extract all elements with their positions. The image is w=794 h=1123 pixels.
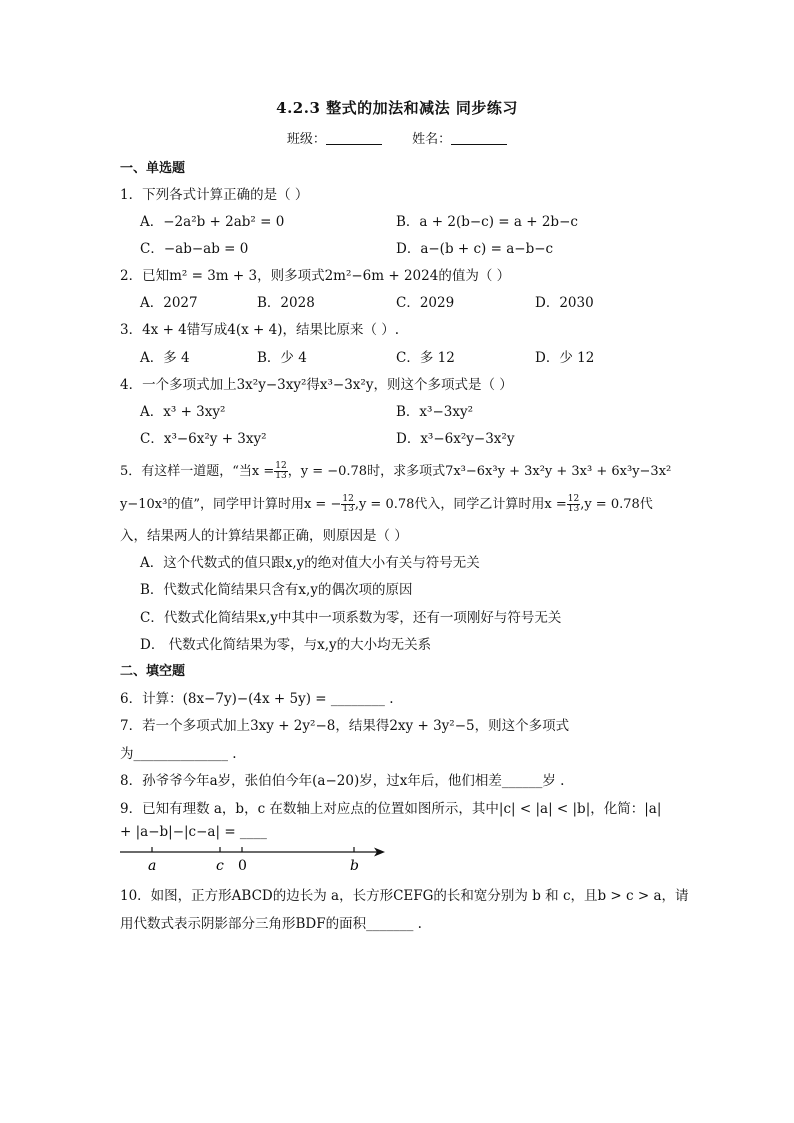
fraction-numerator-b: 12 <box>342 494 354 504</box>
question-6: 6．计算：(8x−7y)−(4x + 5y) = ________ . <box>120 691 394 707</box>
q5-text-a: 5．有这样一道题，“当x = <box>120 464 275 479</box>
question-2-option-b[interactable]: B．2028 <box>257 295 315 311</box>
question-4-option-a[interactable]: A．x³ + 3xy² <box>140 404 226 420</box>
fraction-numerator-c: 12 <box>567 494 580 504</box>
question-5-line-2 <box>120 493 653 514</box>
question-4-option-b[interactable]: B．x³−3xy² <box>396 404 473 420</box>
question-3-option-a[interactable]: A．多 4 <box>140 350 190 366</box>
name-label: 姓名： <box>412 132 452 147</box>
question-8: 8．孙爷爷今年a岁，张伯伯今年(a−20)岁，过x年后，他们相差______岁 . <box>120 773 565 789</box>
question-1-option-d[interactable]: D．a−(b + c) = a−b−c <box>396 241 554 257</box>
q5-text-b: ，y = −0.78时，求多项式7x³−6x³y + 3x²y + 3x³ + 6x³y−3x² <box>287 464 672 479</box>
question-1-option-c[interactable]: C．−ab−ab = 0 <box>140 241 249 257</box>
question-1-option-b[interactable]: B．a + 2(b−c) = a + 2b−c <box>396 214 578 230</box>
fraction-12-13 <box>274 462 287 481</box>
fraction-12-13-c <box>567 495 580 514</box>
question-9-line-2: + |a−b|−|c−a| = ____ <box>120 824 267 840</box>
question-9-line-1: 9．已知有理数 a，b，c 在数轴上对应点的位置如图所示，其中|c| < |a| < |b|，化简：|a| <box>120 801 662 817</box>
question-10-line-1: 10．如图，正方形ABCD的边长为 a，长方形CEFG的长和宽分别为 b 和 c，且b > c > a，请 <box>120 888 689 904</box>
question-4-option-c[interactable]: C．x³−6x²y + 3xy² <box>140 431 267 447</box>
fraction-numerator: 12 <box>275 461 287 471</box>
page-title: 4.2.3 整式的加法和减法 同步练习 <box>276 99 518 117</box>
student-info <box>0 128 794 147</box>
question-5-option-a[interactable]: A．这个代数式的值只跟x,y的绝对值大小有关与符号无关 <box>140 555 480 571</box>
question-2-option-c[interactable]: C．2029 <box>396 295 455 311</box>
question-4-stem: 4．一个多项式加上3x²y−3xy²得x³−3x²y，则这个多项式是（ ） <box>120 377 513 393</box>
question-5-option-d[interactable]: D． 代数式化简结果为零，与x,y的大小均无关系 <box>140 637 432 653</box>
section-heading-single-choice: 一、单选题 <box>120 161 186 176</box>
question-5-line-1 <box>120 460 671 481</box>
fraction-denominator: 13 <box>275 471 287 481</box>
axis-label-b: b <box>350 858 359 874</box>
axis-label-c: c <box>216 858 224 874</box>
question-5-option-b[interactable]: B．代数式化简结果只含有x,y的偶次项的原因 <box>140 582 413 598</box>
question-4-option-d[interactable]: D．x³−6x²y−3x²y <box>396 431 515 447</box>
question-3-option-d[interactable]: D．少 12 <box>535 350 595 366</box>
question-3-option-b[interactable]: B．少 4 <box>257 350 307 366</box>
q5-text-d: ,y = 0.78代入，同学乙计算时用x = <box>354 497 567 512</box>
question-2-stem: 2．已知m² = 3m + 3，则多项式2m²−6m + 2024的值为（ ） <box>120 268 511 284</box>
question-2-option-a[interactable]: A．2027 <box>140 295 198 311</box>
q5-text-c: y−10x³的值”，同学甲计算时用x = − <box>120 497 342 512</box>
question-1-option-a[interactable]: A．−2a²b + 2ab² = 0 <box>140 214 285 230</box>
q5-text-e: ,y = 0.78代 <box>580 497 653 512</box>
section-heading-fill-in: 二、填空题 <box>120 664 186 679</box>
question-5-line-3: 入，结果两人的计算结果都正确，则原因是（ ） <box>120 528 408 544</box>
class-blank[interactable] <box>326 132 382 145</box>
fraction-denominator-c: 13 <box>567 504 580 514</box>
question-2-option-d[interactable]: D．2030 <box>535 295 594 311</box>
question-7-line-1: 7．若一个多项式加上3xy + 2y²−8，结果得2xy + 3y²−5，则这个多项式 <box>120 718 570 734</box>
question-10-line-2: 用代数式表示阴影部分三角形BDF的面积_______ . <box>120 916 422 932</box>
question-3-option-c[interactable]: C．多 12 <box>396 350 455 366</box>
axis-label-0: 0 <box>238 858 247 874</box>
question-3-stem: 3．4x + 4错写成4(x + 4)，结果比原来（ ）. <box>120 322 400 338</box>
fraction-12-13-b <box>341 495 354 514</box>
name-blank[interactable] <box>451 132 507 145</box>
fraction-denominator-b: 13 <box>342 504 354 514</box>
axis-label-a: a <box>148 858 157 874</box>
number-line-figure <box>115 840 395 876</box>
question-1-stem: 1．下列各式计算正确的是（ ） <box>120 187 309 203</box>
question-7-line-2: 为______________ . <box>120 746 237 762</box>
class-label: 班级： <box>286 132 326 147</box>
question-5-option-c[interactable]: C．代数式化简结果x,y中其中一项系数为零，还有一项刚好与符号无关 <box>140 610 562 626</box>
